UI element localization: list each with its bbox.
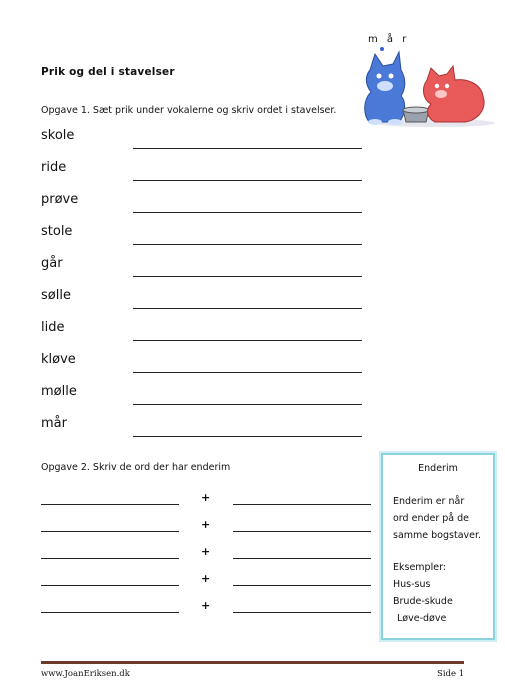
word-item: ride — [41, 160, 67, 175]
plus-sign: + — [201, 491, 211, 504]
footer-divider — [41, 661, 464, 664]
example-item: Løve-døve — [397, 613, 447, 624]
word-item: går — [41, 256, 63, 271]
word-item: lide — [41, 320, 65, 335]
plus-sign: + — [201, 518, 211, 531]
info-box-title: Enderim — [418, 463, 458, 474]
illustration-label: m å r — [368, 34, 410, 45]
answer-line — [133, 180, 362, 181]
word-item: sølle — [41, 288, 71, 303]
plus-sign: + — [201, 599, 211, 612]
rhyme-line-left — [41, 504, 179, 505]
answer-line — [133, 276, 362, 277]
rhyme-line-left — [41, 531, 179, 532]
rhyme-line-right — [233, 558, 371, 559]
examples-label: Eksempler: — [393, 562, 447, 573]
footer-page-number: Side 1 — [437, 669, 465, 679]
task2-instruction: Opgave 2. Skriv de ord der har enderim — [41, 462, 231, 473]
answer-line — [133, 340, 362, 341]
example-item: Hus-sus — [393, 579, 431, 590]
answer-line — [133, 372, 362, 373]
cat-illustration — [355, 30, 495, 130]
word-item: prøve — [41, 192, 79, 207]
word-item: stole — [41, 224, 73, 239]
word-item: kløve — [41, 352, 76, 367]
example-item: Brude-skude — [393, 596, 453, 607]
answer-line — [133, 148, 362, 149]
task1-instruction: Opgave 1. Sæt prik under vokalerne og skriv ordet i stavelser. — [41, 105, 337, 116]
rhyme-line-right — [233, 612, 371, 613]
rhyme-line-left — [41, 612, 179, 613]
word-item: mølle — [41, 384, 77, 399]
footer-website: www.JoanEriksen.dk — [41, 669, 130, 679]
answer-line — [133, 244, 362, 245]
rhyme-line-right — [233, 504, 371, 505]
info-text-line: Enderim er når — [393, 496, 465, 507]
info-text-line: ord ender på de — [393, 513, 470, 524]
rhyme-line-right — [233, 531, 371, 532]
page-title: Prik og del i stavelser — [41, 66, 175, 78]
word-item: mår — [41, 416, 67, 431]
rhyme-line-left — [41, 585, 179, 586]
answer-line — [133, 436, 362, 437]
plus-sign: + — [201, 545, 211, 558]
plus-sign: + — [201, 572, 211, 585]
word-item: skole — [41, 128, 75, 143]
answer-line — [133, 212, 362, 213]
rhyme-line-left — [41, 558, 179, 559]
info-text-line: samme bogstaver. — [393, 530, 482, 541]
rhyme-line-right — [233, 585, 371, 586]
answer-line — [133, 404, 362, 405]
answer-line — [133, 308, 362, 309]
enderim-info-box — [381, 453, 495, 640]
